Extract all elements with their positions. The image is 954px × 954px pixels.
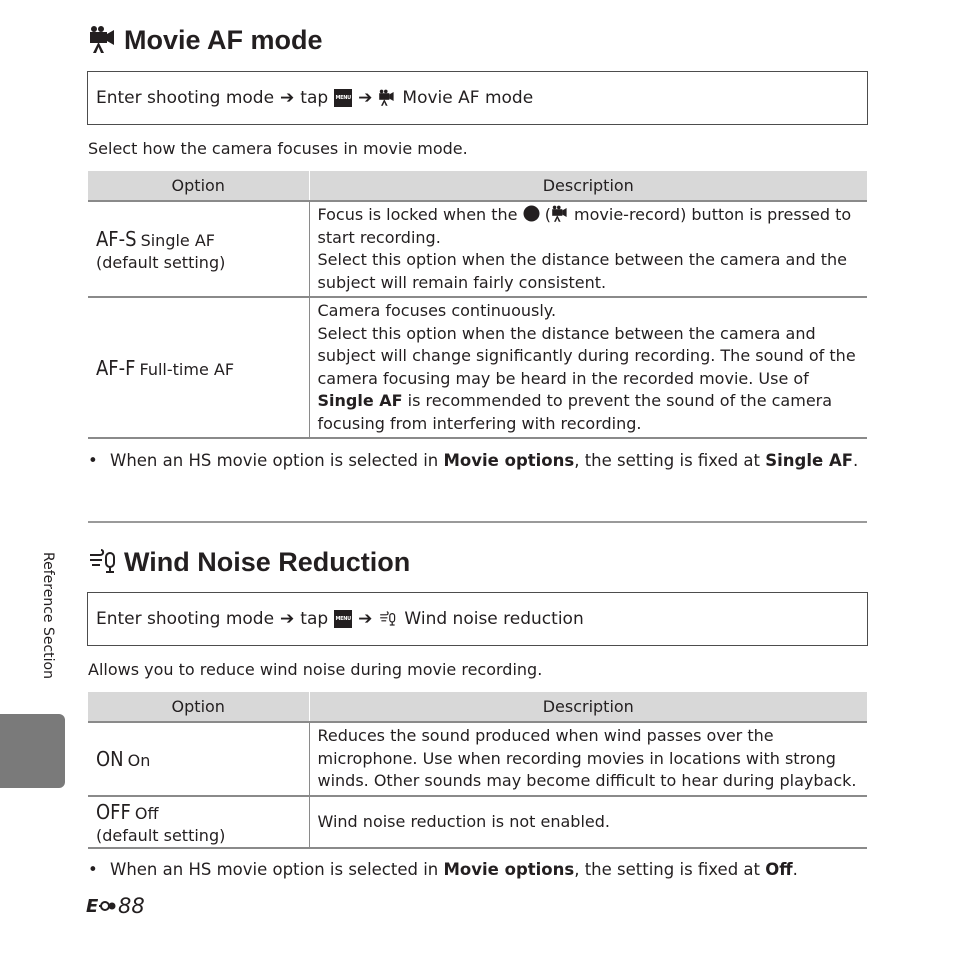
on-icon: ON [96,747,124,771]
table-header-row [88,692,867,722]
movie-af-menu-path [87,71,868,125]
wind-noise-icon [378,610,398,628]
option-full-time-af [88,297,309,438]
wind-noise-note [88,860,798,879]
path-step-movie-af-mode: Movie AF mode [402,88,534,108]
side-section-tab [0,714,65,788]
note-bold: Movie options [443,451,575,470]
record-button-icon [523,205,540,222]
off-icon: OFF [96,799,131,824]
description-off: Wind noise reduction is not enabled. [309,796,867,848]
table-row [88,796,867,848]
arrow-right-icon: ➔ [358,609,373,629]
desc-text: ( [544,205,551,224]
section-divider [88,521,867,523]
path-step-wind-noise-reduction: Wind noise reduction [404,609,584,629]
column-header-description: Description [309,692,867,722]
menu-button-icon: MENU [334,610,352,628]
path-step-shooting-mode: Enter shooting mode [96,609,275,629]
option-on [88,722,309,796]
note-prefix: When an HS movie option is selected in [110,860,439,879]
page-number-text: 88 [118,894,145,918]
wind-noise-menu-path [87,592,868,646]
note-suffix: . [792,860,798,879]
column-header-description: Description [309,171,867,201]
option-off [88,796,309,848]
desc-bold-text: Single AF [317,391,403,410]
note-suffix: . [853,451,859,470]
wind-noise-intro: Allows you to reduce wind noise during movie recording. [88,660,543,679]
column-header-option: Option [88,692,309,722]
column-header-option: Option [88,171,309,201]
movie-af-title [88,24,323,56]
table-row [88,722,867,796]
movie-af-note [88,451,858,470]
menu-button-icon: MENU [334,89,352,107]
svg-text:E: E [86,896,99,916]
wind-noise-options-table [88,692,867,849]
table-row [88,297,867,438]
description-full-time-af [309,297,867,438]
note-text [110,451,858,470]
option-label: On [127,751,151,770]
af-s-icon: AF-S [96,226,137,251]
movie-camera-icon [378,89,396,107]
wind-noise-title [88,546,410,578]
note-bold: Movie options [443,860,575,879]
page-number [86,894,145,918]
movie-af-title-text: Movie AF mode [124,25,323,55]
arrow-right-icon: ➔ [280,609,295,629]
movie-camera-icon [88,25,118,55]
movie-camera-icon [551,205,569,223]
bullet-icon: • [88,860,98,879]
desc-text: movie-record) button is pressed to start recording. [317,205,852,247]
path-step-tap: tap [300,88,329,108]
note-bold: Single AF [765,451,853,470]
wind-noise-icon [88,547,118,577]
side-section-label: Reference Section [40,552,56,679]
note-text [110,860,798,879]
arrow-right-icon: ➔ [280,88,295,108]
desc-text: Focus is locked when the [317,205,518,224]
option-single-af [88,201,309,297]
path-step-shooting-mode: Enter shooting mode [96,88,275,108]
table-row [88,201,867,297]
table-header-row [88,171,867,201]
desc-text: is recommended to prevent the sound of the camera focusing from interfering with recording. [317,391,833,433]
note-middle: , the setting is fixed at [574,860,761,879]
af-f-icon: AF-F [96,355,136,380]
option-label: Off [134,803,159,823]
desc-text: Select this option when the distance between the camera and subject will change significantly during recording. The sound of the camera focusing may be heard in the recorded movie. Use of [317,323,856,388]
movie-af-intro: Select how the camera focuses in movie mode. [88,139,468,158]
default-setting-note: (default setting) [96,825,226,845]
option-label: Full-time AF [139,359,235,379]
option-label: Single AF [140,230,215,250]
arrow-right-icon: ➔ [358,88,373,108]
note-middle: , the setting is fixed at [574,451,761,470]
description-on: Reduces the sound produced when wind passes over the microphone. Use when recording movies in locations with strong winds. Other sounds may become difficult to hear during playback. [309,722,867,796]
desc-text: Camera focuses continuously. [317,301,557,320]
path-step-tap: tap [300,609,329,629]
desc-text: Select this option when the distance between the camera and the subject will remain fairly consistent. [317,250,847,292]
default-setting-note: (default setting) [96,252,226,272]
wind-noise-title-text: Wind Noise Reduction [124,547,411,577]
bullet-icon: • [88,451,98,470]
movie-af-options-table [88,171,867,439]
note-prefix: When an HS movie option is selected in [110,451,439,470]
note-bold: Off [765,860,793,879]
e-reference-icon [86,896,116,916]
description-single-af [309,201,867,297]
